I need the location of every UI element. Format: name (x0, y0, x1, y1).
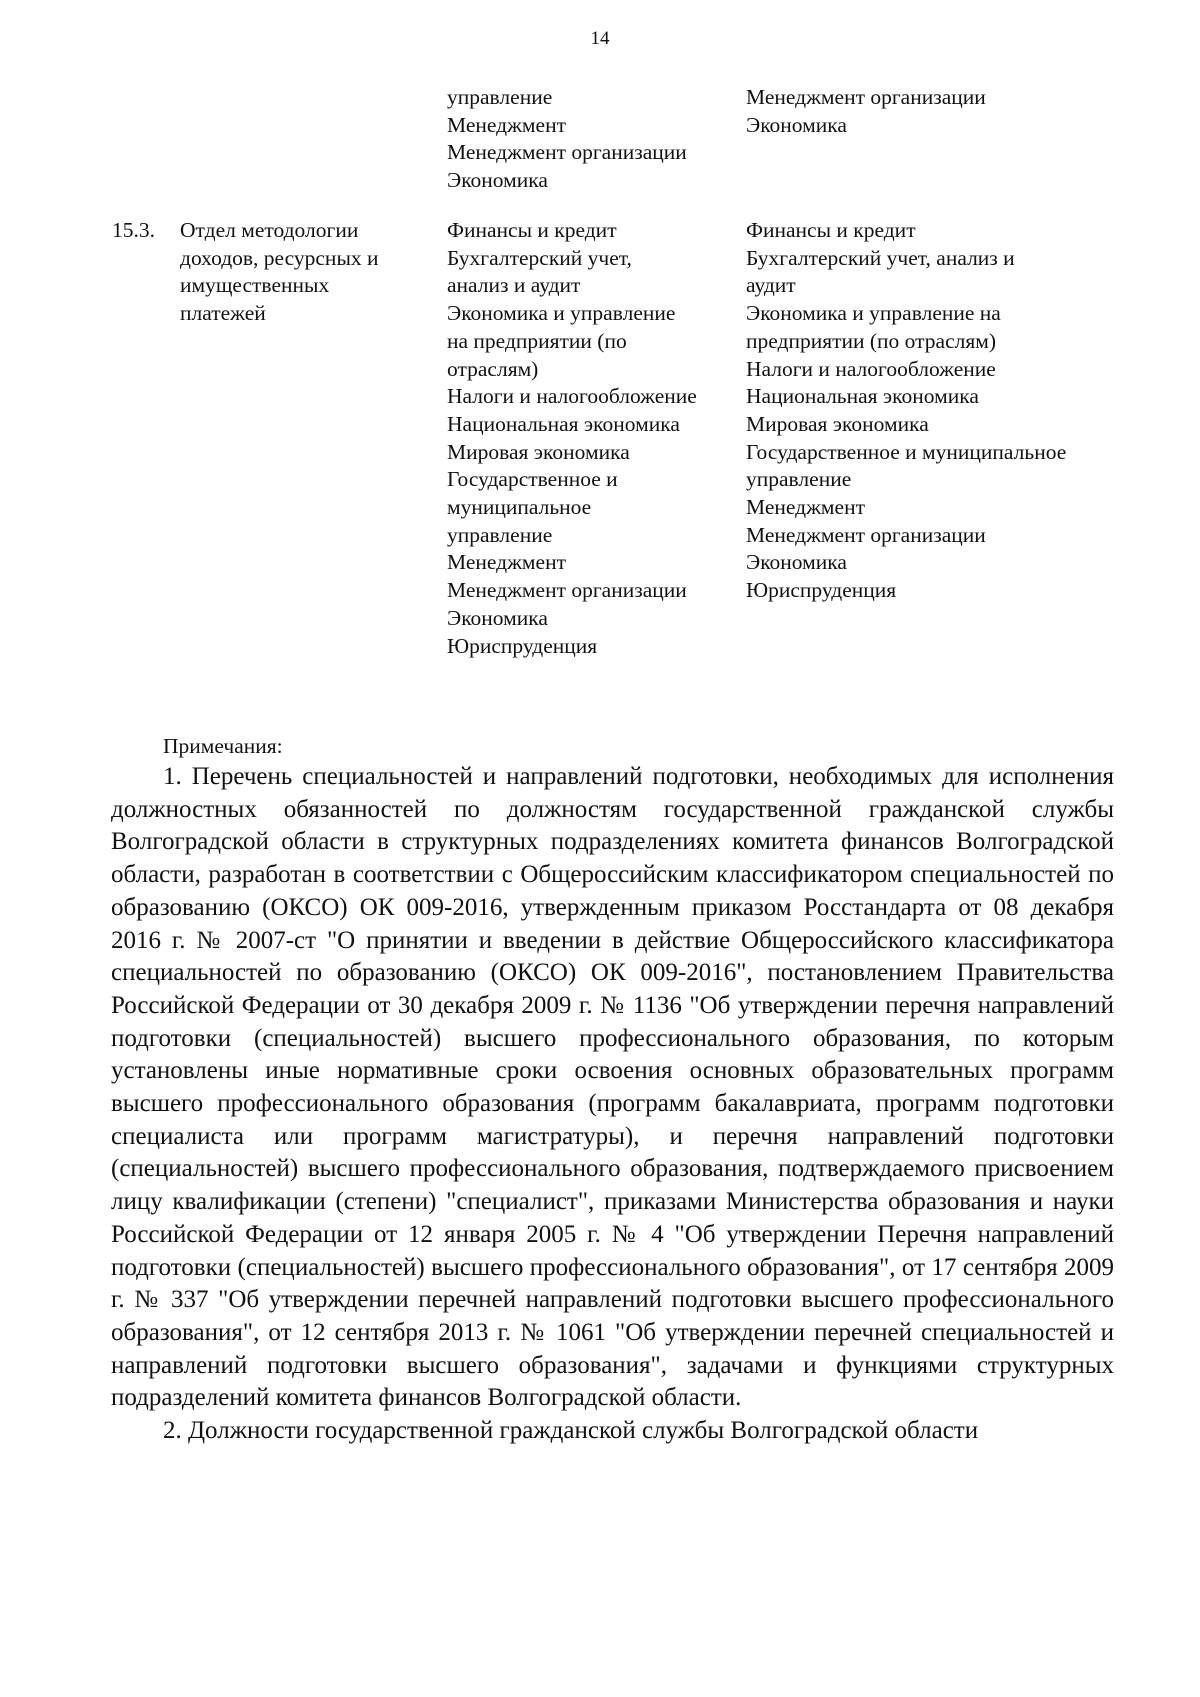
specialty-line: управление (447, 85, 553, 109)
specialty-line: муниципальное (447, 495, 592, 520)
specialty-line: аудит (746, 273, 796, 298)
specialty-line: Менеджмент (447, 550, 566, 575)
specialty-line: Менеджмент организации (746, 522, 986, 547)
specialty-line: Юриспруденция (746, 578, 897, 603)
specialty-line: Налоги и налогообложение (447, 384, 697, 409)
specialty-line: Менеджмент организации (447, 140, 687, 165)
specialty-line: управление (447, 522, 553, 547)
specialty-line: анализ и аудит (447, 273, 581, 298)
specialty-line: Бухгалтерский учет, анализ и (746, 245, 1015, 270)
specialty-line: Экономика и управление (447, 301, 676, 326)
row-number-text: 15.3. (112, 218, 155, 242)
department-name (180, 217, 379, 328)
specialty-line: Государственное и (447, 467, 618, 492)
specialty-line: Экономика (447, 168, 548, 193)
specialty-line: предприятии (по отраслям) (746, 328, 997, 353)
row-number (112, 217, 155, 245)
specialty-line: Экономика (447, 605, 548, 630)
specialty-line: управление (746, 467, 852, 492)
specialty-line: Финансы и кредит (447, 218, 617, 242)
specialty-line: Мировая экономика (746, 411, 929, 436)
specialty-line: Национальная экономика (447, 411, 680, 436)
specialty-line: отраслям) (447, 356, 539, 381)
note-paragraph-1: 1. Перечень специальностей и направлений подготовки, необходимых для исполнения должностных обязанностей по должностям государственной гражданской службы Волгоградской области в структурных подразделениях комитета финансов Волгоградской области, разработан в соответствии с Общероссийским классификатором специальностей по образованию (ОКСО) ОК 009-2016, утвержденным приказом Росстандарта от 08 декабря 2016 г. № 2007-ст "О принятии и введении в действие Общероссийского классификатора специальностей по образованию (ОКСО) ОК 009-2016", постановлением Правительства Российской Федерации от 30 декабря 2009 г. № 1136 "Об утверждении перечня направлений подготовки (специальностей) высшего профессионального образования, по которым установлены иные нормативные сроки освоения основных образовательных программ высшего профессионального образования (программ бакалавриата, программ подготовки специалиста или программ магистратуры), и перечня направлений подготовки (специальностей) высшего профессионального образования, подтверждаемого присвоением лицу квалификации (степени) "специалист", приказами Министерства образования и науки Российской Федерации от 12 января 2005 г. № 4 "Об утверждении Перечня направлений подготовки (специальностей) высшего профессионального образования", от 17 сентября 2009 г. № 337 "Об утверждении перечней направлений подготовки высшего профессионального образования", от 12 сентября 2013 г. № 1061 "Об утверждении перечней специальностей и направлений подготовки высшего образования", задачами и функциями структурных подразделений комитета финансов Волгоградской области. (111, 763, 1114, 1412)
specialty-line: Национальная экономика (746, 384, 979, 409)
specialty-line: на предприятии (по (447, 328, 627, 353)
department-line: Отдел методологии (180, 218, 359, 242)
notes-title: Примечания: (163, 734, 283, 758)
specialty-line: Экономика (746, 550, 847, 575)
department-line: имущественных (180, 273, 330, 298)
specialty-line: Менеджмент (746, 495, 865, 520)
row-specialties-b (746, 217, 1066, 605)
continued-row-specialties-a (447, 84, 687, 195)
department-line: платежей (180, 301, 266, 326)
specialty-line: Налоги и налогообложение (746, 356, 996, 381)
specialty-line: Государственное и муниципальное (746, 439, 1067, 464)
specialty-line: Юриспруденция (447, 633, 598, 658)
specialty-line: Менеджмент (447, 112, 566, 137)
specialty-line: Мировая экономика (447, 439, 630, 464)
department-line: доходов, ресурсных и (180, 245, 379, 270)
page-number: 14 (590, 28, 610, 49)
specialty-line: Экономика и управление на (746, 301, 1001, 326)
notes-body (111, 761, 1114, 1448)
continued-row-specialties-b (746, 84, 986, 139)
specialty-line: Бухгалтерский учет, (447, 245, 632, 270)
specialty-line: Финансы и кредит (746, 218, 916, 242)
specialty-line: Менеджмент организации (447, 578, 687, 603)
specialty-line: Менеджмент организации (746, 85, 986, 109)
note-paragraph-2: 2. Должности государственной гражданской службы Волгоградской области (163, 1417, 979, 1445)
specialty-line: Экономика (746, 112, 847, 137)
row-specialties-a (447, 217, 697, 660)
